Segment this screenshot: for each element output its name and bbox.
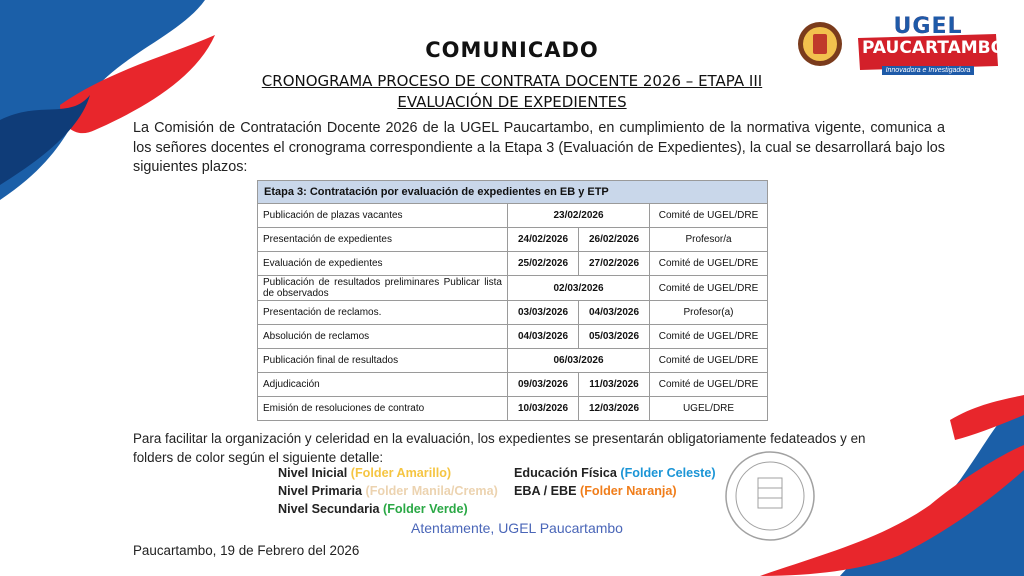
ugel-logo-name: PAUCARTAMBO: [862, 38, 1006, 58]
end-date-cell: 05/03/2026: [579, 325, 650, 349]
subtitle-line-2: EVALUACIÓN DE EXPEDIENTES: [397, 93, 627, 111]
activity-cell: Adjudicación: [258, 373, 508, 397]
activity-cell: Publicación de plazas vacantes: [258, 204, 508, 228]
end-date-cell: 11/03/2026: [579, 373, 650, 397]
end-date-cell: 12/03/2026: [579, 397, 650, 421]
intro-paragraph: La Comisión de Contratación Docente 2026 de la UGEL Paucartambo, en cumplimiento de la normativa vigente, comunica a los señores docentes el cronograma correspondiente a la Etapa 3 (Evaluación de Expedientes), la cual se desarrollará bajo los siguientes plazos:: [133, 120, 945, 175]
table-row: [258, 325, 768, 349]
schedule-table: [257, 180, 768, 421]
activity-cell: Emisión de resoluciones de contrato: [258, 397, 508, 421]
activity-cell: Presentación de reclamos.: [258, 301, 508, 325]
level-eba-label: EBA / EBE: [514, 484, 577, 498]
responsible-cell: Comité de UGEL/DRE: [650, 204, 768, 228]
activity-cell: Evaluación de expedientes: [258, 252, 508, 276]
responsible-cell: Comité de UGEL/DRE: [650, 373, 768, 397]
responsible-cell: Comité de UGEL/DRE: [650, 252, 768, 276]
level-eba-folder: (Folder Naranja): [580, 484, 677, 498]
end-date-cell: 26/02/2026: [579, 228, 650, 252]
level-primaria: [278, 484, 498, 498]
folder-instructions-paragraph: Para facilitar la organización y celeridad en la evaluación, los expedientes se presentarán obligatoriamente fedateados y en folders de color según el siguiente detalle:: [133, 431, 866, 465]
start-date-cell: 04/03/2026: [508, 325, 579, 349]
date-cell: 06/03/2026: [508, 349, 650, 373]
start-date-cell: 09/03/2026: [508, 373, 579, 397]
date-cell: 23/02/2026: [508, 204, 650, 228]
level-inicial: [278, 466, 451, 480]
table-row: [258, 252, 768, 276]
level-fisica-folder: (Folder Celeste): [620, 466, 716, 480]
level-educacion-fisica: [514, 466, 716, 480]
ugel-logo-tagline: Innovadora e Investigadora: [882, 66, 975, 75]
closing-signature: Atentamente, UGEL Paucartambo: [411, 520, 623, 536]
table-row: [258, 373, 768, 397]
table-row: [258, 397, 768, 421]
activity-cell: Publicación de resultados preliminares Publicar lista de observados: [258, 276, 508, 301]
responsible-cell: Comité de UGEL/DRE: [650, 325, 768, 349]
table-row: [258, 349, 768, 373]
table-row: [258, 301, 768, 325]
responsible-cell: Comité de UGEL/DRE: [650, 349, 768, 373]
date-cell: 02/03/2026: [508, 276, 650, 301]
start-date-cell: 10/03/2026: [508, 397, 579, 421]
level-inicial-label: Nivel Inicial: [278, 466, 348, 480]
table-row: [258, 276, 768, 301]
page-title: COMUNICADO: [425, 38, 599, 62]
activity-cell: Absolución de reclamos: [258, 325, 508, 349]
level-primaria-folder: (Folder Manila/Crema): [365, 484, 498, 498]
activity-cell: Publicación final de resultados: [258, 349, 508, 373]
start-date-cell: 25/02/2026: [508, 252, 579, 276]
responsible-cell: Comité de UGEL/DRE: [650, 276, 768, 301]
table-row: [258, 228, 768, 252]
level-fisica-label: Educación Física: [514, 466, 617, 480]
level-secundaria-label: Nivel Secundaria: [278, 502, 380, 516]
level-eba-ebe: [514, 484, 677, 498]
table-header: Etapa 3: Contratación por evaluación de expedientes en EB y ETP: [258, 181, 768, 204]
ugel-logo-word: UGEL: [893, 14, 963, 39]
table-row: [258, 204, 768, 228]
start-date-cell: 24/02/2026: [508, 228, 579, 252]
responsible-cell: Profesor(a): [650, 301, 768, 325]
level-secundaria-folder: (Folder Verde): [383, 502, 468, 516]
end-date-cell: 04/03/2026: [579, 301, 650, 325]
responsible-cell: UGEL/DRE: [650, 397, 768, 421]
level-secundaria: [278, 502, 468, 516]
start-date-cell: 03/03/2026: [508, 301, 579, 325]
subtitle-line-1: CRONOGRAMA PROCESO DE CONTRATA DOCENTE 2026 – ETAPA III: [261, 72, 763, 90]
activity-cell: Presentación de expedientes: [258, 228, 508, 252]
end-date-cell: 27/02/2026: [579, 252, 650, 276]
level-inicial-folder: (Folder Amarillo): [350, 466, 452, 480]
responsible-cell: Profesor/a: [650, 228, 768, 252]
level-primaria-label: Nivel Primaria: [278, 484, 363, 498]
date-line: Paucartambo, 19 de Febrero del 2026: [133, 543, 360, 558]
